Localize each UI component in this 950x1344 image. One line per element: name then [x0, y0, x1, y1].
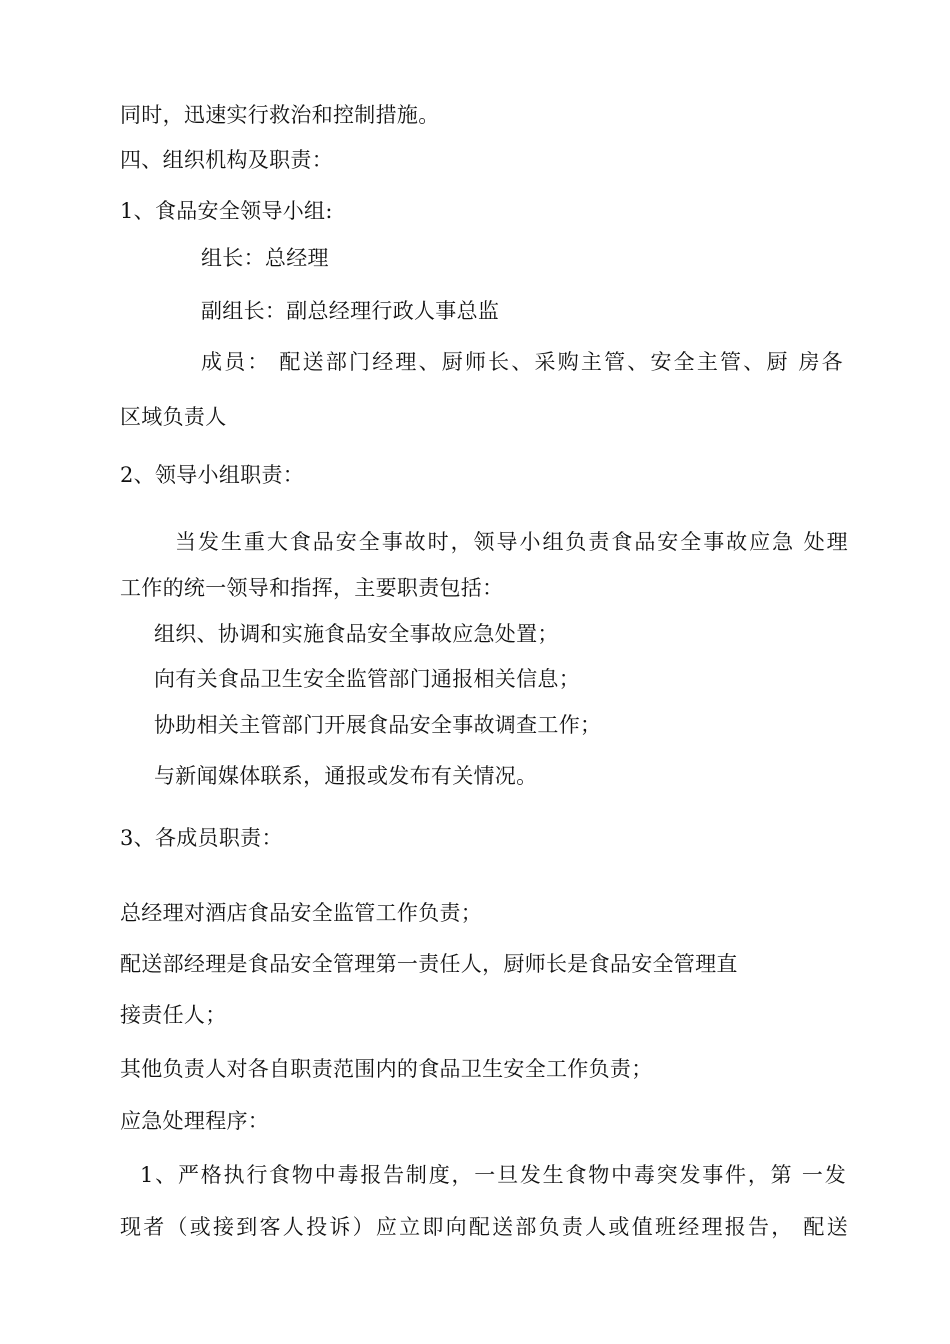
text-line: 其他负责人对各自职责范围内的食品卫生安全工作负责； [120, 1057, 653, 1081]
text-line: 同时，迅速实行救治和控制措施。 [120, 103, 440, 127]
list-item: 协助相关主管部门开展食品安全事故调查工作； [154, 713, 602, 737]
section-heading: 四、组织机构及职责： [120, 148, 333, 172]
paragraph-line: 当发生重大食品安全事故时，领导小组负责食品安全事故应急 处理 [175, 530, 848, 554]
text-line: 组长：总经理 [201, 246, 329, 270]
text-line: 副组长：副总经理行政人事总监 [201, 299, 500, 323]
subsection-heading: 2、领导小组职责： [120, 463, 305, 487]
subsection-heading: 3、各成员职责： [120, 826, 283, 850]
text-line: 接责任人； [120, 1003, 227, 1027]
list-item: 向有关食品卫生安全监管部门通报相关信息； [154, 667, 580, 691]
section-heading: 应急处理程序： [120, 1109, 270, 1133]
text-line: 配送部经理是食品安全管理第一责任人，厨师长是食品安全管理直 [120, 952, 738, 976]
text-line: 成员： 配送部门经理、厨师长、采购主管、安全主管、厨 房各 [201, 350, 843, 374]
text-line: 总经理对酒店食品安全监管工作负责； [120, 901, 483, 925]
text-line: 区域负责人 [120, 405, 227, 429]
list-item: 组织、协调和实施食品安全事故应急处置； [154, 622, 559, 646]
subsection-heading: 1、食品安全领导小组: [120, 199, 333, 223]
paragraph-line: 1、严格执行食物中毒报告制度，一旦发生食物中毒突发事件，第 一发 [140, 1163, 846, 1187]
paragraph-line: 工作的统一领导和指挥，主要职责包括： [120, 576, 504, 600]
list-item: 与新闻媒体联系，通报或发布有关情况。 [154, 764, 538, 788]
paragraph-line: 现者（或接到客人投诉）应立即向配送部负责人或值班经理报告， 配送 [120, 1215, 848, 1239]
